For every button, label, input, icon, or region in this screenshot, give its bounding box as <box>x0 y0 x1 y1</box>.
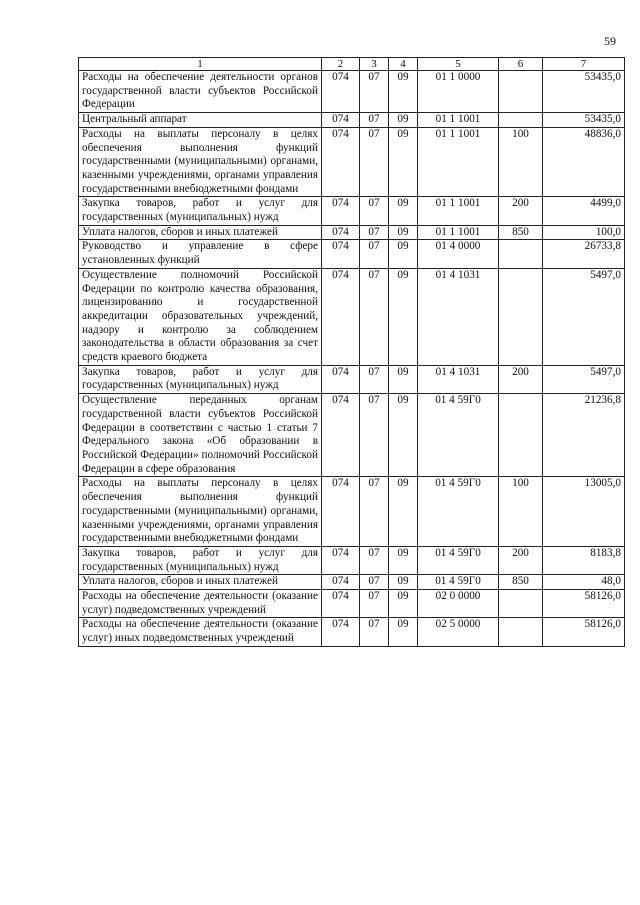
expense-type-cell <box>499 590 543 618</box>
ministry-code-cell: 074 <box>322 618 360 646</box>
target-article-cell: 01 4 59Г0 <box>418 575 499 590</box>
table-row <box>79 546 625 574</box>
subsection-code-cell: 09 <box>389 618 418 646</box>
subsection-code-cell: 09 <box>389 394 418 477</box>
table-row <box>79 575 625 590</box>
section-code-cell: 07 <box>360 113 389 128</box>
section-code-cell: 07 <box>360 477 389 547</box>
ministry-code-cell: 074 <box>322 590 360 618</box>
ministry-code-cell: 074 <box>322 127 360 197</box>
amount-cell: 4499,0 <box>543 197 625 225</box>
section-code-cell: 07 <box>360 546 389 574</box>
amount-cell: 58126,0 <box>543 618 625 646</box>
ministry-code-cell: 074 <box>322 575 360 590</box>
subsection-code-cell: 09 <box>389 225 418 240</box>
expense-type-cell: 850 <box>499 225 543 240</box>
section-code-cell: 07 <box>360 365 389 393</box>
ministry-code-cell: 074 <box>322 268 360 365</box>
amount-cell: 5497,0 <box>543 365 625 393</box>
table-body <box>79 58 625 647</box>
target-article-cell: 01 4 1031 <box>418 365 499 393</box>
ministry-code-cell: 074 <box>322 197 360 225</box>
ministry-code-cell: 074 <box>322 225 360 240</box>
item-name-cell: Центральный аппарат <box>79 113 322 128</box>
expense-type-cell <box>499 394 543 477</box>
subsection-code-cell: 09 <box>389 240 418 268</box>
target-article-cell: 02 5 0000 <box>418 618 499 646</box>
page-number: 59 <box>604 34 616 48</box>
ministry-code-cell: 074 <box>322 394 360 477</box>
section-code-cell: 07 <box>360 575 389 590</box>
ministry-code-cell: 074 <box>322 365 360 393</box>
subsection-code-cell: 09 <box>389 127 418 197</box>
subsection-code-cell: 09 <box>389 546 418 574</box>
table-row <box>79 268 625 365</box>
expense-type-cell: 200 <box>499 546 543 574</box>
budget-table <box>78 57 625 647</box>
section-code-cell: 07 <box>360 71 389 113</box>
expense-type-cell <box>499 268 543 365</box>
expense-type-cell: 200 <box>499 365 543 393</box>
expense-type-cell: 200 <box>499 197 543 225</box>
section-code-cell: 07 <box>360 225 389 240</box>
section-code-cell: 07 <box>360 197 389 225</box>
ministry-code-cell: 074 <box>322 71 360 113</box>
amount-cell: 8183,8 <box>543 546 625 574</box>
target-article-cell: 01 1 1001 <box>418 225 499 240</box>
amount-cell: 48836,0 <box>543 127 625 197</box>
column-header: 6 <box>499 58 543 71</box>
target-article-cell: 01 4 59Г0 <box>418 477 499 547</box>
table-row <box>79 71 625 113</box>
target-article-cell: 02 0 0000 <box>418 590 499 618</box>
table-row <box>79 113 625 128</box>
item-name-cell: Осуществление полномочий Российской Федерации по контролю качества образования, лицензированию и государственной аккредитации образовательных учреждений, надзору и контролю за соблюдением законодательства в области образования за счет средств краевого бюджета <box>79 268 322 365</box>
subsection-code-cell: 09 <box>389 268 418 365</box>
subsection-code-cell: 09 <box>389 477 418 547</box>
section-code-cell: 07 <box>360 240 389 268</box>
table-row <box>79 618 625 646</box>
amount-cell: 21236,8 <box>543 394 625 477</box>
subsection-code-cell: 09 <box>389 71 418 113</box>
section-code-cell: 07 <box>360 127 389 197</box>
item-name-cell: Осуществление переданных органам государственной власти субъектов Российской Федерации в соответствии с частью 1 статьи 7 Федерального закона «Об образовании в Российской Федерации» полномочий Российской Федерации в сфере образования <box>79 394 322 477</box>
expense-type-cell: 100 <box>499 477 543 547</box>
item-name-cell: Уплата налогов, сборов и иных платежей <box>79 225 322 240</box>
target-article-cell: 01 1 1001 <box>418 197 499 225</box>
column-header: 3 <box>360 58 389 71</box>
amount-cell: 26733,8 <box>543 240 625 268</box>
section-code-cell: 07 <box>360 268 389 365</box>
table-row <box>79 394 625 477</box>
ministry-code-cell: 074 <box>322 240 360 268</box>
column-header-row <box>79 58 625 71</box>
item-name-cell: Закупка товаров, работ и услуг для государственных (муниципальных) нужд <box>79 365 322 393</box>
column-header: 4 <box>389 58 418 71</box>
column-header: 5 <box>418 58 499 71</box>
table-row <box>79 590 625 618</box>
target-article-cell: 01 4 59Г0 <box>418 546 499 574</box>
amount-cell: 100,0 <box>543 225 625 240</box>
target-article-cell: 01 4 1031 <box>418 268 499 365</box>
table-row <box>79 127 625 197</box>
item-name-cell: Расходы на обеспечение деятельности органов государственной власти субъектов Российской Федерации <box>79 71 322 113</box>
item-name-cell: Закупка товаров, работ и услуг для государственных (муниципальных) нужд <box>79 546 322 574</box>
expense-type-cell <box>499 71 543 113</box>
target-article-cell: 01 1 0000 <box>418 71 499 113</box>
subsection-code-cell: 09 <box>389 365 418 393</box>
item-name-cell: Расходы на обеспечение деятельности (оказание услуг) подведомственных учреждений <box>79 590 322 618</box>
expense-type-cell <box>499 240 543 268</box>
ministry-code-cell: 074 <box>322 113 360 128</box>
subsection-code-cell: 09 <box>389 590 418 618</box>
amount-cell: 53435,0 <box>543 113 625 128</box>
target-article-cell: 01 4 59Г0 <box>418 394 499 477</box>
amount-cell: 58126,0 <box>543 590 625 618</box>
item-name-cell: Расходы на обеспечение деятельности (оказание услуг) иных подведомственных учреждений <box>79 618 322 646</box>
section-code-cell: 07 <box>360 590 389 618</box>
column-header: 7 <box>543 58 625 71</box>
target-article-cell: 01 1 1001 <box>418 113 499 128</box>
ministry-code-cell: 074 <box>322 546 360 574</box>
item-name-cell: Расходы на выплаты персоналу в целях обеспечения выполнения функций государственными (муниципальными) органами, казенными учреждениями, органами управления государственными внебюджетными фондами <box>79 127 322 197</box>
table-row <box>79 197 625 225</box>
item-name-cell: Уплата налогов, сборов и иных платежей <box>79 575 322 590</box>
amount-cell: 53435,0 <box>543 71 625 113</box>
expense-type-cell: 850 <box>499 575 543 590</box>
target-article-cell: 01 1 1001 <box>418 127 499 197</box>
expense-type-cell: 100 <box>499 127 543 197</box>
amount-cell: 48,0 <box>543 575 625 590</box>
item-name-cell: Руководство и управление в сфере установленных функций <box>79 240 322 268</box>
expense-type-cell <box>499 618 543 646</box>
section-code-cell: 07 <box>360 618 389 646</box>
table-row <box>79 477 625 547</box>
column-header: 2 <box>322 58 360 71</box>
table-row <box>79 240 625 268</box>
table-row <box>79 225 625 240</box>
ministry-code-cell: 074 <box>322 477 360 547</box>
expense-type-cell <box>499 113 543 128</box>
target-article-cell: 01 4 0000 <box>418 240 499 268</box>
amount-cell: 13005,0 <box>543 477 625 547</box>
item-name-cell: Расходы на выплаты персоналу в целях обеспечения выполнения функций государственными (муниципальными) органами, казенными учреждениями, органами управления государственными внебюджетными фондами <box>79 477 322 547</box>
table-row <box>79 365 625 393</box>
column-header: 1 <box>79 58 322 71</box>
subsection-code-cell: 09 <box>389 113 418 128</box>
subsection-code-cell: 09 <box>389 197 418 225</box>
amount-cell: 5497,0 <box>543 268 625 365</box>
section-code-cell: 07 <box>360 394 389 477</box>
subsection-code-cell: 09 <box>389 575 418 590</box>
item-name-cell: Закупка товаров, работ и услуг для государственных (муниципальных) нужд <box>79 197 322 225</box>
